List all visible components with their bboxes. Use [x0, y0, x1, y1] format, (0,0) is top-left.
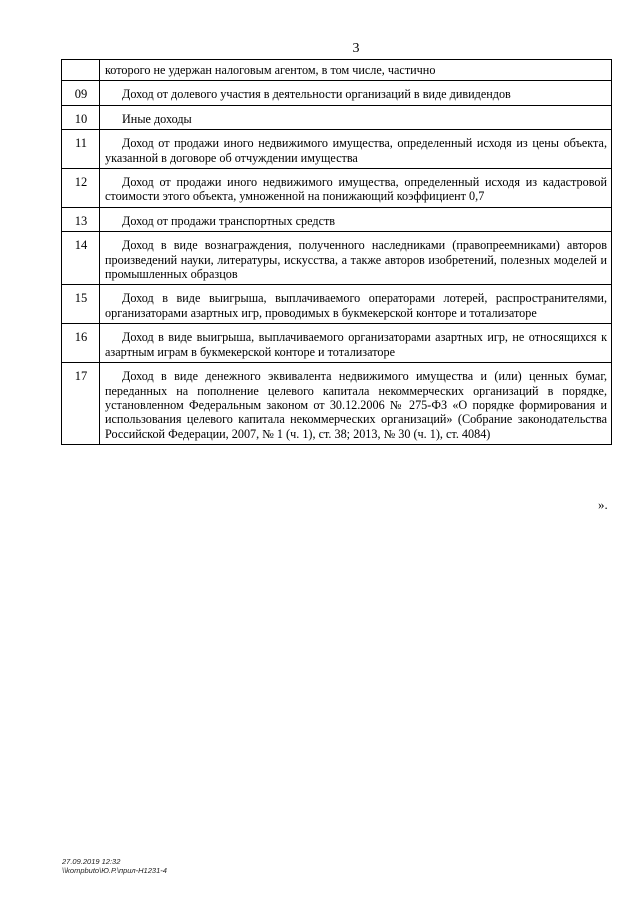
row-description [100, 285, 612, 324]
table-row [62, 169, 612, 208]
row-code: 14 [62, 232, 100, 285]
row-description-text: Доход в виде денежного эквивалента недвижимого имущества и (или) ценных бумаг, переданных на пополнение целевого капитала некоммерческих организаций в порядке, установленном Федеральным законом от 30.12.2006 № 275-ФЗ «О порядке формирования и использования целевого капитала некоммерческих организаций» (Собрание законодательства Российской Федерации, 2007, № 1 (ч. 1), ст. 38; 2013, № 30 (ч. 1), ст. 4084) [105, 369, 607, 441]
row-code: 13 [62, 207, 100, 231]
table-row [62, 207, 612, 231]
row-description-text: Доход в виде выигрыша, выплачиваемого организаторами азартных игр, не относящихся к азартным играм в букмекерской конторе и тотализаторе [105, 330, 607, 359]
row-description [100, 130, 612, 169]
row-description [100, 324, 612, 363]
table-row [62, 324, 612, 363]
row-code: 16 [62, 324, 100, 363]
table-row [62, 285, 612, 324]
row-code: 10 [62, 105, 100, 129]
row-code: 12 [62, 169, 100, 208]
page-number: 3 [352, 41, 360, 56]
income-codes-table [61, 59, 612, 445]
table-row [62, 60, 612, 81]
row-code: 15 [62, 285, 100, 324]
row-description [100, 363, 612, 445]
row-description [100, 81, 612, 105]
row-description [100, 232, 612, 285]
row-description [100, 169, 612, 208]
row-description-text: Доход от продажи иного недвижимого имущества, определенный исходя из цены объекта, указанной в договоре об отчуждении имущества [105, 136, 607, 165]
row-description-text: Доход от долевого участия в деятельности организаций в виде дивидендов [122, 87, 511, 102]
row-description-text: Доход от продажи иного недвижимого имущества, определенный исходя из кадастровой стоимости этого объекта, умноженной на понижающий коэффициент 0,7 [105, 175, 607, 204]
row-description-text: Доход в виде вознаграждения, полученного наследниками (правопреемниками) авторов произведений науки, литературы, искусства, а также авторов изобретений, полезных моделей и промышленных образцов [105, 238, 607, 282]
row-description-text: Доход от продажи транспортных средств [122, 213, 336, 228]
row-description-text: которого не удержан налоговым агентом, в том числе, частично [105, 63, 436, 77]
row-code: 11 [62, 130, 100, 169]
row-description [100, 60, 612, 81]
row-description [100, 105, 612, 129]
closing-quote-mark: ». [598, 497, 608, 512]
row-code [62, 60, 100, 81]
table-row [62, 81, 612, 105]
table-row [62, 105, 612, 129]
row-code: 09 [62, 81, 100, 105]
row-description [100, 207, 612, 231]
footer-file-path: \\kompbuto\Ю.Р.\прил-Н1231-4 [62, 866, 167, 875]
footer-date: 27.09.2019 12:32 [62, 857, 121, 866]
row-description-text: Иные доходы [122, 111, 192, 126]
table-row [62, 232, 612, 285]
table-row [62, 363, 612, 445]
footer-stamp [62, 857, 167, 875]
row-description-text: Доход в виде выигрыша, выплачиваемого операторами лотерей, распространителями, организаторами азартных игр, проводимых в букмекерской конторе и тотализаторе [105, 291, 607, 320]
table-row [62, 130, 612, 169]
row-code: 17 [62, 363, 100, 445]
